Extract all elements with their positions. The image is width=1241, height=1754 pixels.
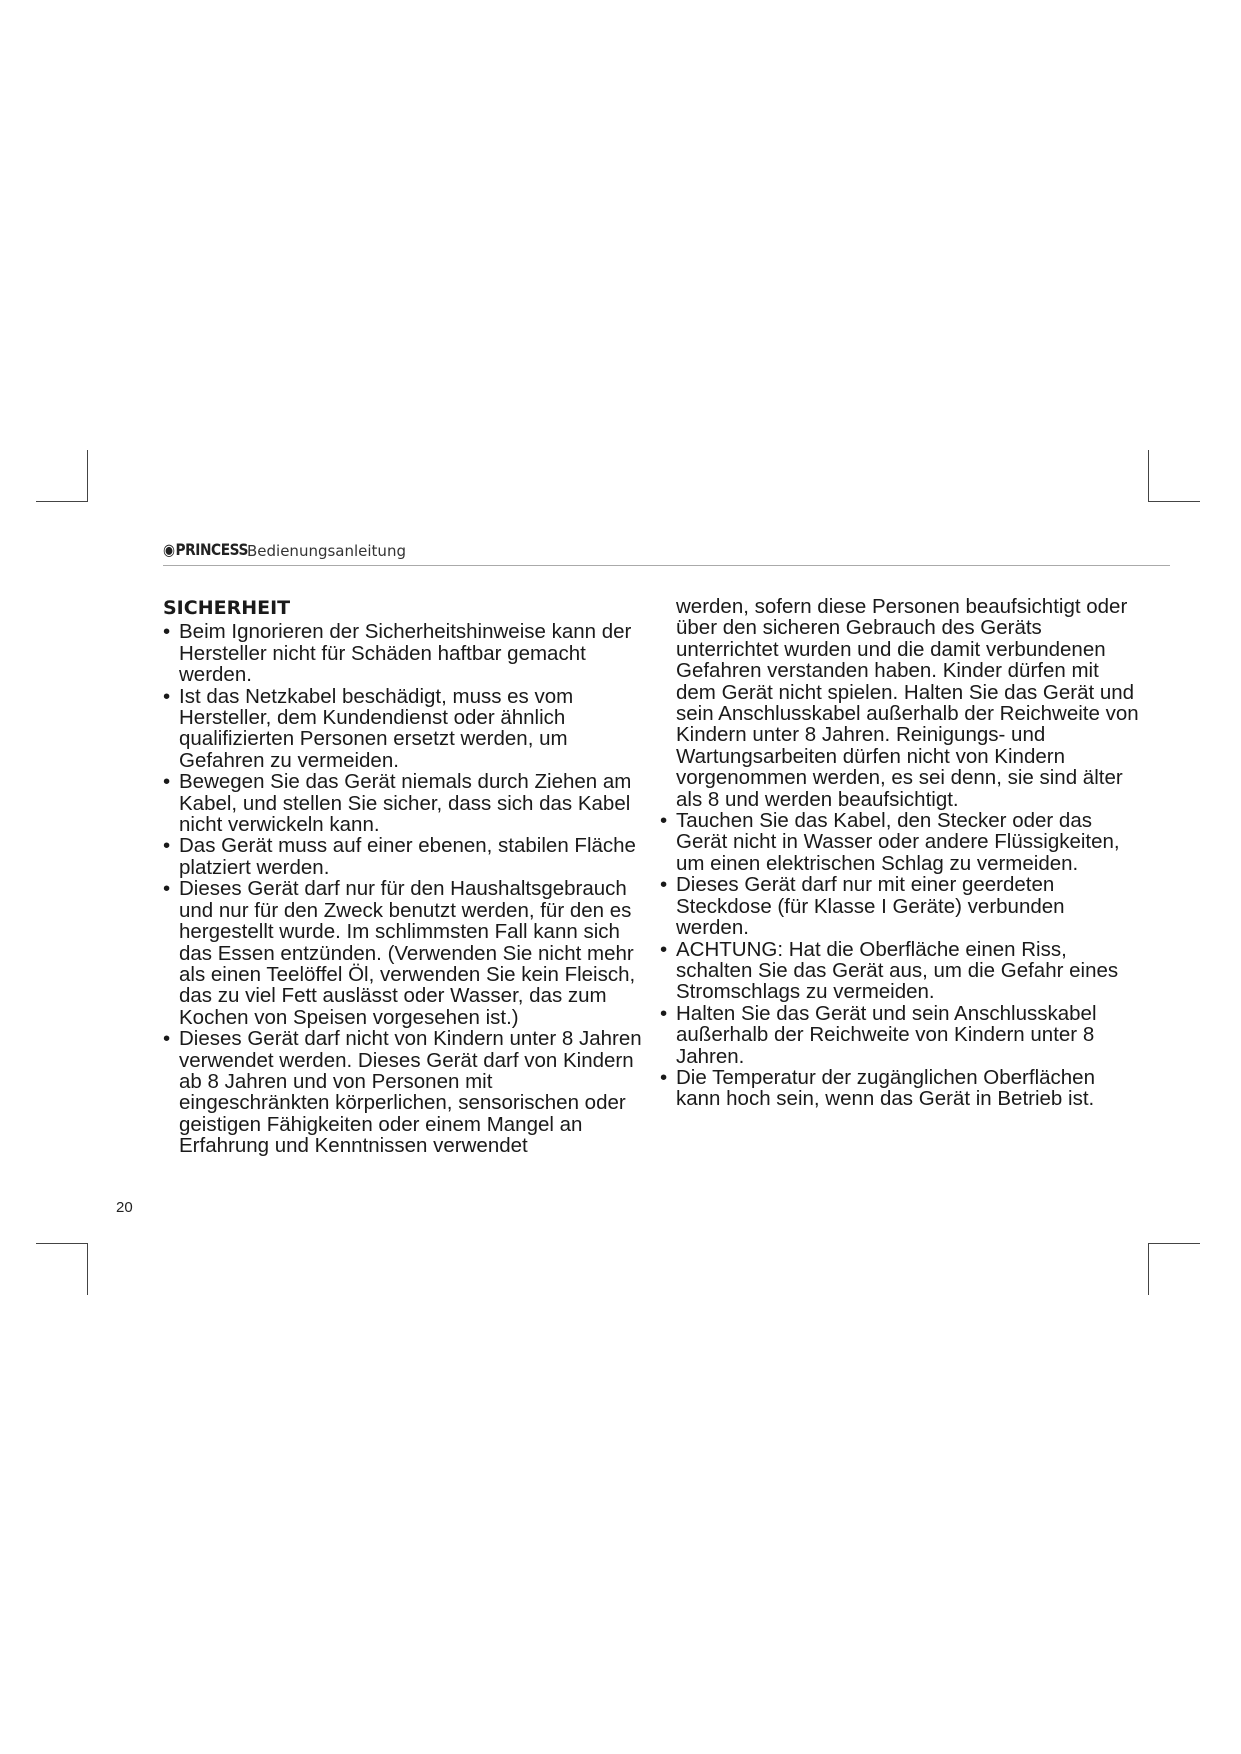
right-column	[660, 596, 1140, 1110]
page-number: 20	[116, 1199, 133, 1216]
list-item: • Tauchen Sie das Kabel, den Stecker oder das Gerät nicht in Wasser oder andere Flüssigkeiten, um einen elektrischen Schlag zu vermeiden.	[660, 810, 1140, 874]
list-item: • Beim Ignorieren der Sicherheitshinweise kann der Hersteller nicht für Schäden haftbar gemacht werden.	[163, 621, 643, 685]
safety-list-left	[163, 621, 643, 1156]
document-subtitle: Bedienungsanleitung	[247, 542, 406, 560]
list-item: • Dieses Gerät darf nicht von Kindern unter 8 Jahren verwendet werden. Dieses Gerät darf von Kindern ab 8 Jahren und von Personen mit eingeschränkten körperlichen, sensorischen oder geistigen Fähigkeiten oder einem Mangel an Erfahrung und Kenntnissen verwendet	[163, 1028, 643, 1156]
list-item: • Ist das Netzkabel beschädigt, muss es vom Hersteller, dem Kundendienst oder ähnlich qualifizierten Personen ersetzt werden, um Gefahren zu vermeiden.	[163, 686, 643, 772]
list-item: • Dieses Gerät darf nur mit einer geerdeten Steckdose (für Klasse I Geräte) verbunden werden.	[660, 874, 1140, 938]
brand-name: PRINCESS	[175, 540, 249, 559]
list-item: • ACHTUNG: Hat die Oberfläche einen Riss, schalten Sie das Gerät aus, um die Gefahr eines Stromschlags zu vermeiden.	[660, 939, 1140, 1003]
header-divider	[163, 565, 1170, 566]
brand-logo	[163, 540, 248, 559]
section-title: SICHERHEIT	[163, 597, 291, 619]
left-column	[163, 598, 643, 1157]
safety-list-right	[660, 810, 1140, 1110]
list-item: • Bewegen Sie das Gerät niemals durch Ziehen am Kabel, und stellen Sie sicher, dass sich das Kabel nicht verwickeln kann.	[163, 771, 643, 835]
list-item-continuation: werden, sofern diese Personen beaufsichtigt oder über den sicheren Gebrauch des Geräts unterrichtet wurden und die damit verbundenen Gefahren verstanden haben. Kinder dürfen mit dem Gerät nicht spielen. Halten Sie das Gerät und sein Anschlusskabel außerhalb der Reichweite von Kindern unter 8 Jahren. Reinigungs- und Wartungsarbeiten dürfen nicht von Kindern vorgenommen werden, es sei denn, sie sind älter als 8 und werden beaufsichtigt.	[676, 595, 1139, 811]
page-header	[163, 538, 1170, 566]
list-item: • Die Temperatur der zugänglichen Oberflächen kann hoch sein, wenn das Gerät in Betrieb ist.	[660, 1067, 1140, 1110]
crop-mark-bottom-right	[1148, 1243, 1200, 1295]
crop-mark-bottom-left	[36, 1243, 88, 1295]
crown-icon: ◉	[163, 540, 175, 559]
crop-mark-top-left	[36, 450, 88, 502]
list-item: • Halten Sie das Gerät und sein Anschlusskabel außerhalb der Reichweite von Kindern unter 8 Jahren.	[660, 1003, 1140, 1067]
crop-mark-top-right	[1148, 450, 1200, 502]
list-item: • Dieses Gerät darf nur für den Haushaltsgebrauch und nur für den Zweck benutzt werden, für den es hergestellt wurde. Im schlimmsten Fall kann sich das Essen entzünden. (Verwenden Sie nicht mehr als einen Teelöffel Öl, verwenden Sie kein Fleisch, das zu viel Fett auslässt oder Wasser, das zum Kochen von Speisen vorgesehen ist.)	[163, 878, 643, 1028]
list-item: • Das Gerät muss auf einer ebenen, stabilen Fläche platziert werden.	[163, 835, 643, 878]
